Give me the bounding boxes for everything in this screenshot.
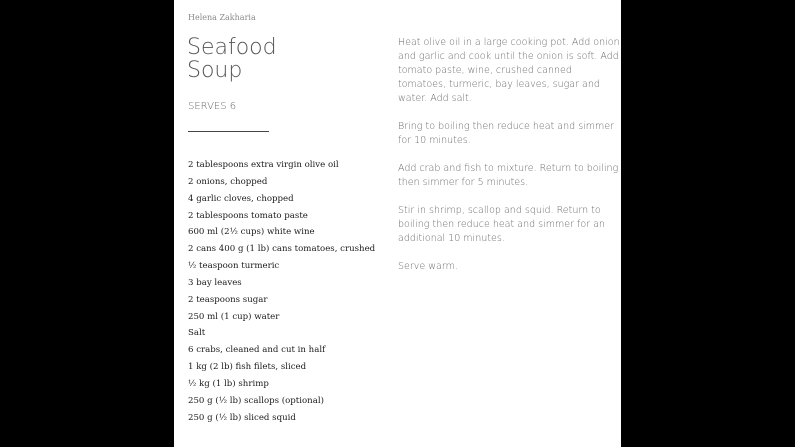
ingredients-list — [188, 157, 375, 427]
ingredient-item: ½ kg (1 lb) shrimp — [188, 378, 269, 389]
ingredient-item: ½ teaspoon turmeric — [188, 261, 280, 272]
ingredient-item: 2 tablespoons tomato paste — [188, 210, 308, 221]
recipe-title — [187, 36, 277, 82]
ingredient-item: 4 garlic cloves, chopped — [188, 193, 294, 204]
ingredient-item: 6 crabs, cleaned and cut in half — [188, 345, 326, 356]
ingredient-item: 1 kg (2 lb) fish filets, sliced — [188, 362, 307, 373]
recipe-title-line-2: Soup — [187, 58, 243, 83]
ingredient-item: 250 ml (1 cup) water — [188, 311, 280, 322]
divider — [188, 131, 269, 132]
ingredient-item: 3 bay leaves — [188, 277, 242, 288]
author-name: Helena Zakharia — [188, 13, 256, 22]
ingredient-item: 2 cans 400 g (1 lb) cans tomatoes, crushed — [188, 244, 376, 255]
ingredient-item: 2 tablespoons extra virgin olive oil — [188, 160, 339, 170]
method-steps — [398, 36, 620, 288]
method-step: Add crab and fish to mixture. Return to boiling then simmer for 5 minutes. — [398, 163, 619, 188]
method-step: Serve warm. — [398, 261, 458, 272]
ingredient-item: 250 g (½ lb) sliced squid — [188, 412, 296, 423]
ingredient-item: 2 onions, chopped — [188, 176, 268, 187]
ingredient-item: 250 g (½ lb) scallops (optional) — [188, 395, 324, 406]
recipe-title-line-1: Seafood — [187, 35, 277, 60]
ingredient-item: 2 teaspoons sugar — [188, 294, 268, 305]
recipe-page — [174, 0, 621, 447]
serves-label: SERVES 6 — [188, 101, 237, 112]
method-step: Stir in shrimp, scallop and squid. Return to boiling then reduce heat and simmer for an additional 10 minutes. — [398, 205, 605, 244]
ingredient-item: Salt — [188, 328, 206, 339]
method-step: Bring to boiling then reduce heat and simmer for 10 minutes. — [398, 121, 615, 146]
ingredient-item: 600 ml (2½ cups) white wine — [188, 227, 315, 238]
method-step: Heat olive oil in a large cooking pot. Add onion and garlic and cook until the onion is soft. Add tomato paste, wine, crushed canned tomatoes, turmeric, bay leaves, sugar and water. Add salt. — [398, 37, 620, 104]
